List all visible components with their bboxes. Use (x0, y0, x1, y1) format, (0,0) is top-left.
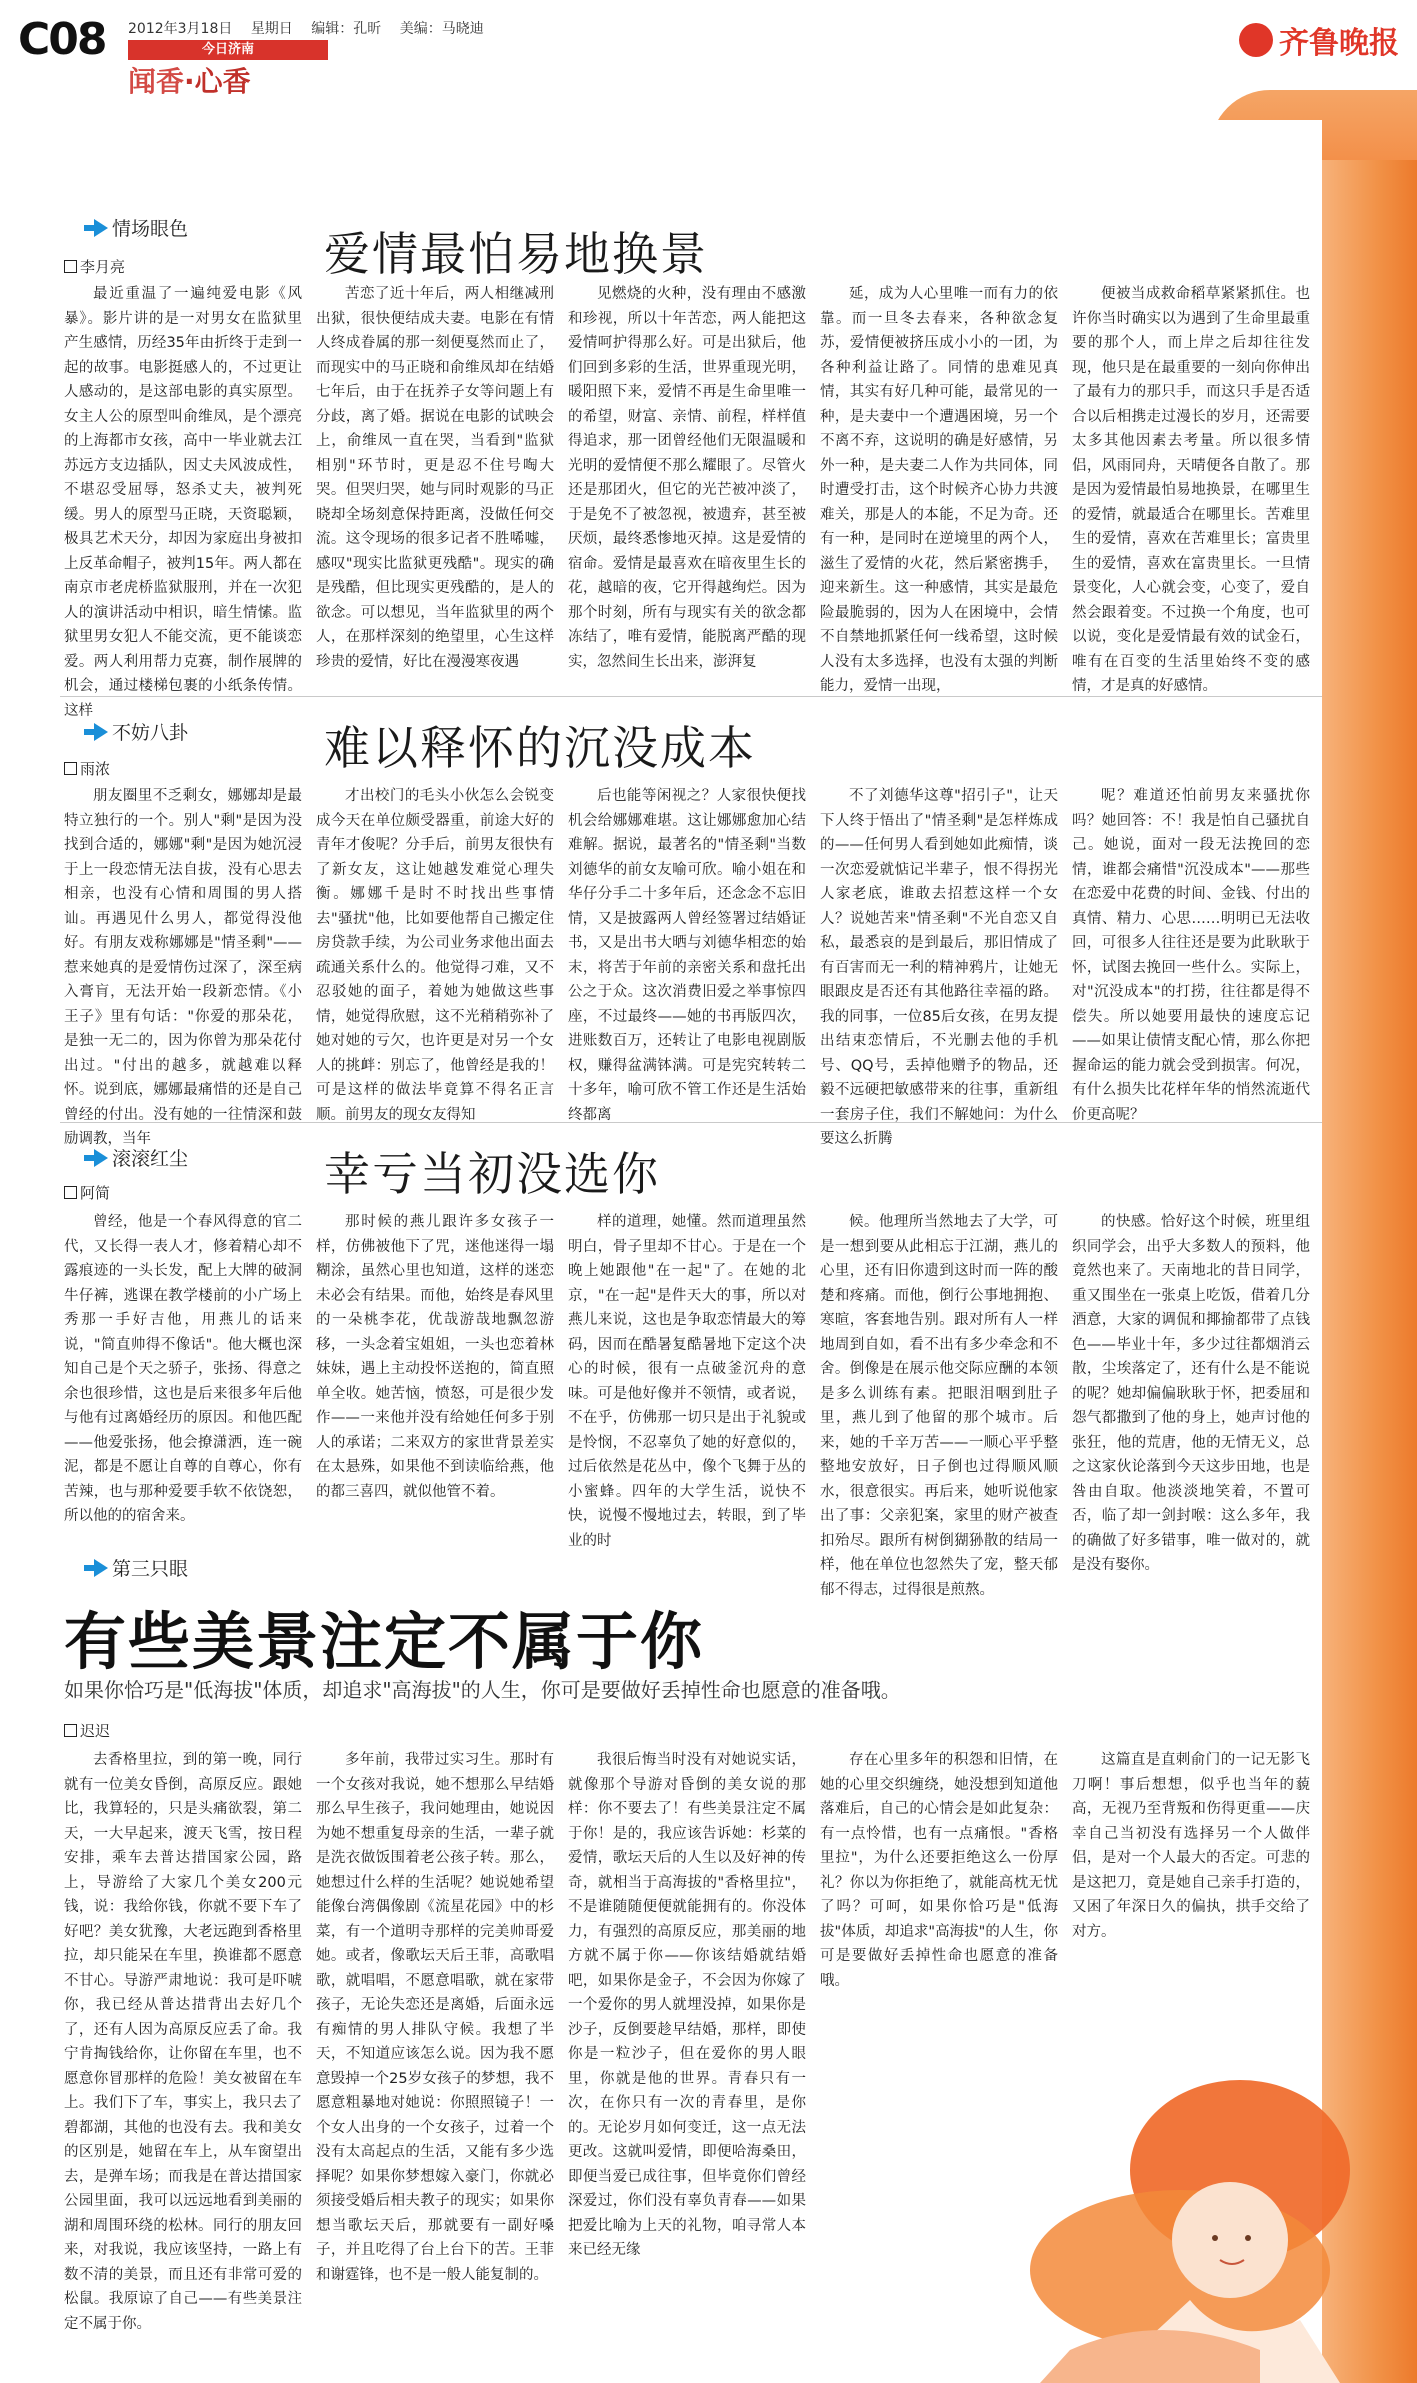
body-column: 呢？难道还怕前男友来骚扰你吗？她回答：不！我是怕自己骚扰自己。她说，面对一段无法挽回的恋情，谁都会痛惜"沉没成本"——那些在恋爱中花费的时间、金钱、付出的真情、精力、心思……明明已无法收回，可很多人往往还是要为此耿耿于怀，试图去挽回一些什么。实际上，对"沉没成本"的打捞，往往都是得不偿失。所以她要用最快的速度忘记——如果让债情支配心情，那么你把握命运的能力就会受到损害。何况，有什么损失比花样年华的悄然流逝代价更高呢？ (1072, 788, 1310, 1123)
headline: 爱情最怕易地换景 (324, 227, 708, 281)
section-title (128, 60, 251, 100)
body-column: 样的道理，她懂。然而道理虽然明白，骨子里却不甘心。于是在一个晚上她跟他"在一起"了。在她的北京，"在一起"是件天大的事，所以对燕儿来说，这也是争取恋情最大的筹码，因而在酷暑复酷暑地下定这个决心的时候，很有一点破釜沉舟的意味。可是他好像并不领情，或者说，不在乎，仿佛那一切只是出于礼貌或是怜悯，不忍辜负了她的好意似的，过后依然是花丛中，像个飞舞于丛的小蜜蜂。四年的大学生活，说快不快，说慢不慢地过去，转眼，到了毕业的时 (568, 1214, 806, 1549)
arrow-icon (94, 1559, 108, 1577)
byline-box-icon (64, 1724, 77, 1737)
issue-date: 2012年3月18日 (128, 21, 233, 37)
issue-meta (128, 18, 498, 38)
feature-subheadline: 如果你恰巧是"低海拔"体质，却追求"高海拔"的人生，你可是要做好丢掉性命也愿意的准备哦。 (64, 1678, 901, 1702)
section-title-b: 心香 (194, 65, 251, 98)
section-divider (60, 1122, 1322, 1123)
article-1 (60, 210, 1322, 719)
byline-box-icon (64, 260, 77, 273)
column-name: 滚滚红尘 (112, 1148, 189, 1170)
body-column: 便被当成救命稻草紧紧抓住。也许你当时确实以为遇到了生命里最重要的那个人，而上岸之后却往往发现，他只是在最重要的一刻向你伸出了最有力的那只手，而这只手是否适合以后相携走过漫长的岁月，还需要太多其他因素去考量。所以很多情侣，风雨同舟，天晴便各自散了。那是因为爱情最怕易地换景，在哪里生的爱情，就最适合在哪里长。苦难里生的爱情，喜欢在苦难里长；富贵里生的爱情，喜欢在富贵里长。一旦情景变化，人心就会变，心变了，爱自然会跟着变。不过换一个角度，也可以说，变化是爱情最有效的试金石，唯有在百变的生活里始终不变的感情，才是真的好感情。 (1072, 286, 1310, 694)
decorative-frame-right (1322, 90, 1417, 2383)
body-column: 最近重温了一遍纯爱电影《风暴》。影片讲的是一对男女在监狱里产生感情，历经35年由折终于走到一起的故事。电影挺感人的，不过更让人感动的，是这部电影的真实原型。女主人公的原型叫俞维凤，是个漂亮的上海都市女孩，高中一毕业就去江苏远方支边插队，因丈夫风波成性，不堪忍受屈辱，怒杀丈夫，被判死缓。男人的原型马正晓，天资聪颖，极具艺术天分，却因为家庭出身被扣上反革命帽子，被判15年。两人都在南京市老虎桥监狱服刑，并在一次犯人的演讲活动中相识，暗生情愫。监狱里男女犯人不能交流，更不能谈恋爱。两人利用帮力克赛，制作展牌的机会，通过楼梯包裹的小纸条传情。这样 (64, 286, 302, 719)
byline (64, 1182, 110, 1203)
byline (64, 1720, 110, 1741)
body-columns (64, 784, 1318, 1147)
body-column: 这篇直是直刺俞门的一记无影飞刀啊！事后想想，似乎也当年的藐高，无视乃至背叛和伤得更重——庆幸自己当初没有选择另一个人做伴侣，是对一个人最大的否定。可悲的是这把刀，竟是她自己亲手打造的，又困了年深日久的偏执，拱手交给了对方。 (1072, 1752, 1310, 1940)
editor-credit: 编辑：孔昕 (311, 21, 382, 37)
body-column: 我很后悔当时没有对她说实话，就像那个导游对昏倒的美女说的那样：你不要去了！有些美景注定不属于你！是的，我应该告诉她：杉菜的爱情，歌坛天后的人生以及好神的传奇，就相当于高海拔的"香格里拉"，不是谁随随便便就能拥有的。你没体力，有强烈的高原反应，那美丽的地方就不属于你——你该结婚就结婚吧，如果你是金子，不会因为你嫁了一个爱你的男人就埋没掉，如果你是沙子，反倒要趁早结婚，那样，即使你是一粒沙子，但在爱你的男人眼里，你就是他的世界。青春只有一次，在你只有一次的青春里，是你的。无论岁月如何变迁，这一点无法更改。这就叫爱情，即便哈海桑田，即便当爱已成往事，但毕竟你们曾经深爱过，你们没有辜负青春——如果把爱比喻为上天的礼物，咱寻常人本来已经无缘 (568, 1752, 806, 2258)
body-column: 才出校门的毛头小伙怎么会锐变成今天在单位颇受器重，前途大好的青年才俊呢？分手后，前男友很快有了新女友，这让她越发难觉心理失衡。娜娜千是时不时找出些事情去"骚扰"他，比如要他帮自己搬定住房贷款手续，为公司业务求他出面去疏通关系什么的。他觉得刁难，又不忍驳她的面子，着她为她做这些事情，她觉得欣慰，这不光稍稍弥补了她对她的亏欠，也许更是对另一个女人的挑衅：别忘了，他曾经是我的！可是这样的做法毕竟算不得名正言顺。前男友的现女友得知 (316, 788, 554, 1123)
left-margin (0, 90, 60, 2383)
issue-weekday: 星期日 (250, 21, 293, 37)
byline (64, 758, 110, 779)
author: 迟迟 (80, 1722, 111, 1740)
column-tag (94, 718, 188, 745)
body-column: 多年前，我带过实习生。那时有一个女孩对我说，她不想那么早结婚那么早生孩子，我问她理由，她说因为她不想重复母亲的生活，一辈子就是洗衣做饭围着老公孩子转。那么，她想过什么样的生活呢？她说她希望能像台湾偶像剧《流星花园》中的杉菜，有一个道明寺那样的完美帅哥爱她。或者，像歌坛天后王菲，高歌唱歌，就唱唱，不愿意唱歌，就在家带孩子，无论失恋还是离婚，后面永远有痴情的男人排队守候。我想了半天，不知道应该怎么说。因为我不愿意毁掉一个25岁女孩子的梦想，我不愿意粗暴地对她说：你照照镜子！一个女人出身的一个女孩子，过着一个没有太高起点的生活，又能有多少选择呢？如果你梦想嫁入豪门，你就必须接受婚后相夫教子的现实；如果你想当歌坛天后，那就要有一副好嗓子，并且吃得了台上台下的苦。王菲和谢霆锋，也不是一般人能复制的。 (316, 1752, 554, 2283)
headline: 难以释怀的沉没成本 (324, 721, 756, 775)
body-column: 曾经，他是一个春风得意的官二代，又长得一表人才，修着精心却不露痕迹的一头长发，配上大牌的破洞牛仔裤，逃课在教学楼前的小广场上秀那一手好吉他，用燕儿的话来说，"简直帅得不像话"。他大概也深知自己是个天之骄子，张扬、得意之余也很珍惜，这也是后来很多年后他与他有过离婚经历的原因。和他匹配——他爱张扬，他会撩潇洒，连一碗泥，都是不愿让自尊的自尊心，你有苦辣，也与那种爱要手软不依饶恕，所以他的的宿舍来。 (64, 1214, 302, 1524)
column-tag (94, 214, 188, 241)
logo-text: 齐鲁晚报 (1279, 26, 1399, 61)
column-name: 第三只眼 (112, 1558, 189, 1580)
byline-box-icon (64, 1186, 77, 1199)
article-2 (60, 712, 1322, 1147)
section-divider (60, 696, 1322, 697)
headline: 幸亏当初没选你 (324, 1147, 660, 1201)
illustration-girl (1040, 2050, 1340, 2383)
body-column: 存在心里多年的积怨和旧情，在她的心里交织缠绕，她没想到知道他落难后，自己的心情会是如此复杂：有一点怜惜，也有一点痛恨。"香格里拉"，为什么还要拒绝这么一份厚礼？你以为你拒绝了，就能高枕无忧了吗？可呵，如果你恰巧是"低海拔"体质，却追求"高海拔"的人生，你可是要做好丢掉性命也愿意的准备哦。 (820, 1752, 1058, 1989)
column-tag (94, 1554, 188, 1581)
column-name: 情场眼色 (112, 218, 189, 240)
body-column: 苦恋了近十年后，两人相继减刑出狱，很快便结成夫妻。电影在有情人终成眷属的那一刻便戛然而止了，而现实中的马正晓和俞维凤却在结婚七年后，由于在抚养子女等问题上有分歧，离了婚。据说在电影的试映会上，俞维凤一直在哭，当看到"监狱相别"环节时，更是忍不住号啕大哭。但哭归哭，她与同时观影的马正晓却全场刻意保持距离，没做任何交流。这令现场的很多记者不胜唏嘘，感叹"现实比监狱更残酷"。现实的确是残酷，但比现实更残酷的，是人的欲念。可以想见，当年监狱里的两个人，在那样深刻的绝望里，心生这样珍贵的爱情，好比在漫漫寒夜遇 (316, 286, 554, 670)
body-column: 的快感。恰好这个时候，班里组织同学会，出乎大多数人的预料，他竟然也来了。天南地北的昔日同学，重又围坐在一张桌上吃饭，借着几分酒意，大家的调侃和揶揄都带了点钱色——毕业十年，多少过往都烟消云散，尘埃落定了，还有什么是不能说的呢？她却偏偏耿耿于怀，把委屈和怨气都撒到了他的身上，她声讨他的张狂，他的荒唐，他的无情无义，总之这家伙论落到今天这步田地，也是咎由自取。他淡淡地笑着，不置可否，临了却一剑封喉：这么多年，我的确做了好多错事，唯一做对的，就是没有娶你。 (1072, 1214, 1310, 1573)
column-tag (94, 1144, 188, 1171)
byline (64, 256, 125, 277)
author: 阿简 (80, 1184, 111, 1202)
arrow-icon (94, 1149, 108, 1167)
body-column: 不了刘德华这尊"招引子"，让天下人终于悟出了"情圣剩"是怎样炼成的——任何男人看到她如此痴情，谈一次恋爱就惦记半辈子，恨不得拐光人家老底，谁敢去招惹这样一个女人？说她苦来"情圣剩"不光自恋又自私，最悉哀的是到最后，那旧情成了有百害而无一利的精神鸦片，让她无眼跟皮是否还有其他路往幸福的路。我的同事，一位85后女孩，在男友提出结束恋情后，不光删去他的手机号、QQ号，丢掉他赠予的物品，还毅不远硬把敏感带来的往事，重新组一套房子住，我们不解她问：为什么要这么折腾 (820, 788, 1058, 1147)
arrow-icon (94, 723, 108, 741)
author: 雨浓 (80, 760, 111, 778)
logo-mark-icon (1239, 23, 1273, 57)
body-column: 延，成为人心里唯一而有力的依靠。而一旦冬去春来，各种欲念复苏，爱情便被挤压成小小的一团，为各种利益让路了。同情的患难见真情，其实有好几种可能，最常见的一种，是夫妻中一个遭遇困境，另一个不离不弃，这说明的确是好感情，另外一种，是夫妻二人作为共同体，同时遭受打击，这个时候齐心协力共渡难关，那是人的本能，不足为奇。还有一种，是同时在逆境里的两个人，滋生了爱情的火花，然后紧密携手，迎来新生。这一种感情，其实是最危险最脆弱的，因为人在困境中，会情不自禁地抓紧任何一线希望，这时候人没有太多选择，也没有太强的判断能力，爱情一出现， (820, 286, 1058, 694)
arrow-icon (94, 219, 108, 237)
section-tag: 今日济南 (128, 40, 328, 60)
column-name: 不妨八卦 (112, 722, 189, 744)
body-column: 那时候的燕儿跟许多女孩子一样，仿佛被他下了咒，迷他迷得一塌糊涂，虽然心里也知道，这样的迷恋未必会有结果。而他，始终是春风里的一朵桃李花，优哉游哉地飘忽游移，一头念着宝姐姐，一头也恋着林妹妹，遇上主动投怀送抱的，简直照单全收。她苦恼，愤怒，可是很少发作——一来他并没有给她任何多于别人的承诺；二来双方的家世背景差实在太悬殊，如果他不到读临给燕，他的都三喜四，就似他管不着。 (316, 1214, 554, 1500)
body-column: 见燃烧的火种，没有理由不感激和珍视，所以十年苦恋，两人能把这爱情呵护得那么好。可是出狱后，他们回到多彩的生活，世界重现光明，暖阳照下来，爱情不再是生命里唯一的希望，财富、亲情、前程，样样值得追求，那一团曾经他们无限温暖和光明的爱情便不那么耀眼了。尽管火还是那团火，但它的光芒被冲淡了，于是免不了被忽视，被遗弃，甚至被厌烦，最终悉惨地灭掉。这是爱情的宿命。爱情是最喜欢在暗夜里生长的花，越暗的夜，它开得越绚烂。因为那个时刻，所有与现实有关的欲念都冻结了，唯有爱情，能脱离严酷的现实，忽然间生长出来，澎湃复 (568, 286, 806, 670)
page-number: C08 (18, 14, 106, 65)
body-column: 朋友圈里不乏剩女，娜娜却是最特立独行的一个。别人"剩"是因为没找到合适的，娜娜"剩"是因为她沉浸于上一段恋情无法自拔，没有心思去相亲，也没有心情和周围的男人搭讪。再遇见什么男人，都觉得没他好。有朋友戏称娜娜是"情圣剩"——惹来她真的是爱情伤过深了，深至病入膏肓，无法开始一段新恋情。《小王子》里有句话："你爱的那朵花，是独一无二的，因为你曾为那朵花付出过。"付出的越多，就越难以释怀。说到底，娜娜最痛惜的还是自己曾经的付出。没有她的一往情深和鼓励调教，当年 (64, 788, 302, 1147)
body-column: 候。他理所当然地去了大学，可是一想到要从此相忘于江湖，燕儿的心里，还有旧你遗到这时而一阵的酸楚和疼痛。而他，倒行公事地拥抱、寒暄，客套地告别。跟对所有人一样地周到自如，看不出有多少牵念和不舍。倒像是在展示他交际应酬的本领是多么训练有素。把眼泪咽到肚子里，燕儿到了他留的那个城市。后来，她的千辛万苦——一顺心平乎整整地安放好，日子倒也过得顺风顺水，很意很实。再后来，她听说他家出了事：父亲犯案，家里的财产被查扣殆尽。跟所有树倒猢狲散的结局一样，他在单位也忽然失了宠，整天郁郁不得志，过得很是煎熬。 (820, 1214, 1058, 1598)
author: 李月亮 (80, 258, 126, 276)
byline-box-icon (64, 762, 77, 775)
masthead (0, 0, 1417, 98)
body-column: 去香格里拉，到的第一晚，同行就有一位美女昏倒，高原反应。跟她比，我算轻的，只是头痛欲裂，第二天，一大早起来，渡天飞雪，按日程安排，乘车去普达措国家公园，路上，导游给了大家几个美女200元钱，说：我给你钱，你就不要下车了好吧？美女犹豫，大老远跑到香格里拉，却只能呆在车里，换谁都不愿意不甘心。导游严肃地说：我可是吓唬你，我已经从普达措背出去好几个了，还有人因为高原反应丢了命。我宁肯掏钱给你，让你留在车里，也不愿意你冒那样的危险！美女被留在车上。我们下了车，事实上，我只去了碧都湖，其他的也没有去。我和美女的区别是，她留在车上，从车窗望出去，是弹车场；而我是在普达措国家公园里面，我可以远远地看到美丽的湖和周围环绕的松林。同行的朋友回来，对我说，我应该坚持，一路上有数不清的美景，而且还有非常可爱的松鼠。我原谅了自己——有些美景注定不属于你。 (64, 1752, 302, 2332)
body-columns (64, 282, 1318, 719)
body-column: 后也能等闲视之？人家很快便找机会给娜娜难堪。这让娜娜愈加心结难解。据说，最著名的"情圣剩"当数刘德华的前女友喻可欣。喻小姐在和华仔分手二十多年后，还念念不忘旧情，又是披露两人曾经签署过结婚证书，又是出书大晒与刘德华相恋的始末，将苦于年前的亲密关系和盘托出公之于众。这次消费旧爱之举事惊四座，不过最终——她的书再版四次，进账数百万，还转让了电影电视剧版权，赚得盆满钵满。可是宪究转转二十多年，喻可欣不管工作还是生活始终都离 (568, 788, 806, 1123)
section-title-dot: · (184, 65, 195, 98)
newspaper-logo (1239, 18, 1399, 62)
designer-credit: 美编：马晓迪 (399, 21, 484, 37)
feature-headline: 有些美景注定不属于你 (64, 1605, 705, 1678)
section-title-a: 闻香 (128, 65, 185, 98)
